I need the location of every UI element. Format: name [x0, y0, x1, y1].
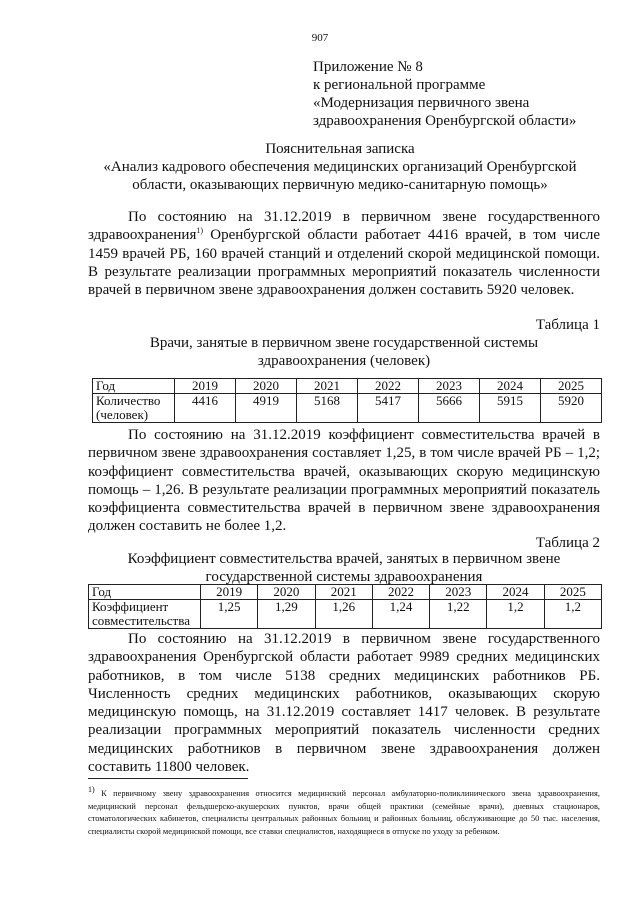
appendix-line: Приложение № 8 — [313, 59, 423, 75]
table-1 — [92, 378, 602, 423]
paragraph-1-text-end: Оренбургской области работает 4416 врачей, в том числе 1459 врачей РБ, 160 врачей станций и отделений скорой медицинской помощи. В результате реализации программных мероприятий показатель численности врачей в первичном звене здравоохранения должен составить 5920 человек. — [88, 227, 600, 299]
table-cell: 2024 — [487, 585, 544, 600]
table-cell: 5168 — [297, 394, 358, 423]
footnote-ref[interactable]: 1) — [196, 226, 204, 236]
table-cell: 2022 — [372, 585, 429, 600]
appendix-line: «Модернизация первичного звена — [313, 95, 530, 111]
note-title: Пояснительная записка — [265, 141, 415, 157]
table-cell: 2023 — [419, 379, 480, 394]
appendix-line: здравоохранения Оренбургской области» — [313, 113, 577, 129]
table-row — [89, 600, 602, 629]
paragraph-2 — [88, 426, 600, 536]
table-cell: 5417 — [358, 394, 419, 423]
paragraph-1-text-start: По состоянию на 31.12.2019 в первичном звене государственного здравоохранения — [88, 209, 600, 244]
appendix-line: к региональной программе — [313, 77, 486, 93]
paragraph-3-text: По состоянию на 31.12.2019 в первичном звене государственного здравоохранения Оренбургской области работает 9989 средних медицинских работников, в том числе 5138 средних медицинских работников РБ. Численность средних медицинских работников, оказывающих скорую медицинскую помощь, на 31.12.2019 составляет 1417 человек. В результате реализации программных мероприятий показатель численности средних медицинских работников в первичном звене здравоохранения должен составить 11800 человек. — [88, 631, 600, 776]
footnote-divider — [88, 778, 248, 779]
table-row-label — [93, 394, 175, 423]
table-2-caption-line: государственной системы здравоохранения — [205, 569, 483, 585]
paragraph-3 — [88, 630, 600, 776]
table-cell: 2025 — [541, 379, 602, 394]
table-cell: 2022 — [358, 379, 419, 394]
row-label-line: (человек) — [96, 407, 149, 422]
page-number: 907 — [311, 32, 329, 44]
note-subtitle-line: «Анализ кадрового обеспечения медицинских организаций Оренбургской — [103, 159, 577, 175]
table-cell: 1,2 — [544, 600, 601, 629]
footnote-marker: 1) — [88, 785, 95, 795]
row-label-line: Количество — [96, 393, 161, 408]
table-cell: 5915 — [480, 394, 541, 423]
note-subtitle-line: области, оказывающих первичную медико-санитарную помощь» — [132, 177, 548, 193]
table-cell: 1,29 — [258, 600, 315, 629]
table-cell: 2019 — [201, 585, 258, 600]
table-1-caption — [88, 334, 600, 370]
table-cell: 4919 — [236, 394, 297, 423]
table-cell: 1,26 — [315, 600, 372, 629]
table-cell: 5666 — [419, 394, 480, 423]
table-cell: 2020 — [236, 379, 297, 394]
table-2-caption-line: Коэффициент совместительства врачей, занятых в первичном звене — [127, 551, 561, 567]
table-cell: 4416 — [175, 394, 236, 423]
paragraph-2-text: По состоянию на 31.12.2019 коэффициент совместительства врачей в первичном звене здравоохранения составляет 1,25, в том числе врачей РБ – 1,2; коэффициент совместительства врачей, оказывающих скорую медицинскую помощь – 1,26. В результате реализации программных мероприятий показатель коэффициента совместительства врачей в первичном звене здравоохранения должен составить не более 1,2. — [88, 427, 600, 535]
table-cell: 5920 — [541, 394, 602, 423]
appendix-header — [313, 58, 576, 130]
table-row-label — [89, 600, 201, 629]
table-cell: 2020 — [258, 585, 315, 600]
explanatory-note-heading — [60, 140, 620, 194]
table-2-caption — [88, 550, 600, 586]
table-cell: 1,25 — [201, 600, 258, 629]
footnote — [88, 785, 600, 838]
table-row — [93, 394, 602, 423]
table-2 — [88, 584, 602, 629]
table-cell: 2019 — [175, 379, 236, 394]
table-1-label: Таблица 1 — [535, 317, 600, 333]
table-cell: 2023 — [430, 585, 487, 600]
table-cell: 2021 — [315, 585, 372, 600]
table-1-caption-line: Врачи, занятые в первичном звене государственной системы — [149, 335, 539, 351]
table-cell: 1,24 — [372, 600, 429, 629]
row-label-line: совместительства — [92, 613, 190, 628]
footnote-text: К первичному звену здравоохранения относится медицинский персонал амбулаторно-поликлинического звена здравоохранения, медицинский персонал фельдшерско-акушерских пунктов, врачи общей практики (семейные врачи), дневных стационаров, стоматологических кабинетов, специалисты центральных районных больниц и районных больниц, обслуживающие до 50 тыс. населения, специалисты скорой медицинской помощи, все ставки специалистов, находящиеся в отпуске по уходу за ребенком. — [88, 789, 600, 836]
table-row — [89, 585, 602, 600]
table-cell: Год — [89, 585, 201, 600]
table-cell: 2024 — [480, 379, 541, 394]
table-cell: 2025 — [544, 585, 601, 600]
table-2-label: Таблица 2 — [535, 535, 600, 551]
table-cell: 2021 — [297, 379, 358, 394]
row-label-line: Коэффициент — [92, 599, 169, 614]
table-cell: 1,2 — [487, 600, 544, 629]
table-row — [93, 379, 602, 394]
table-cell: 1,22 — [430, 600, 487, 629]
table-cell: Год — [93, 379, 175, 394]
paragraph-1 — [88, 208, 600, 299]
table-1-caption-line: здравоохранения (человек) — [257, 353, 431, 369]
